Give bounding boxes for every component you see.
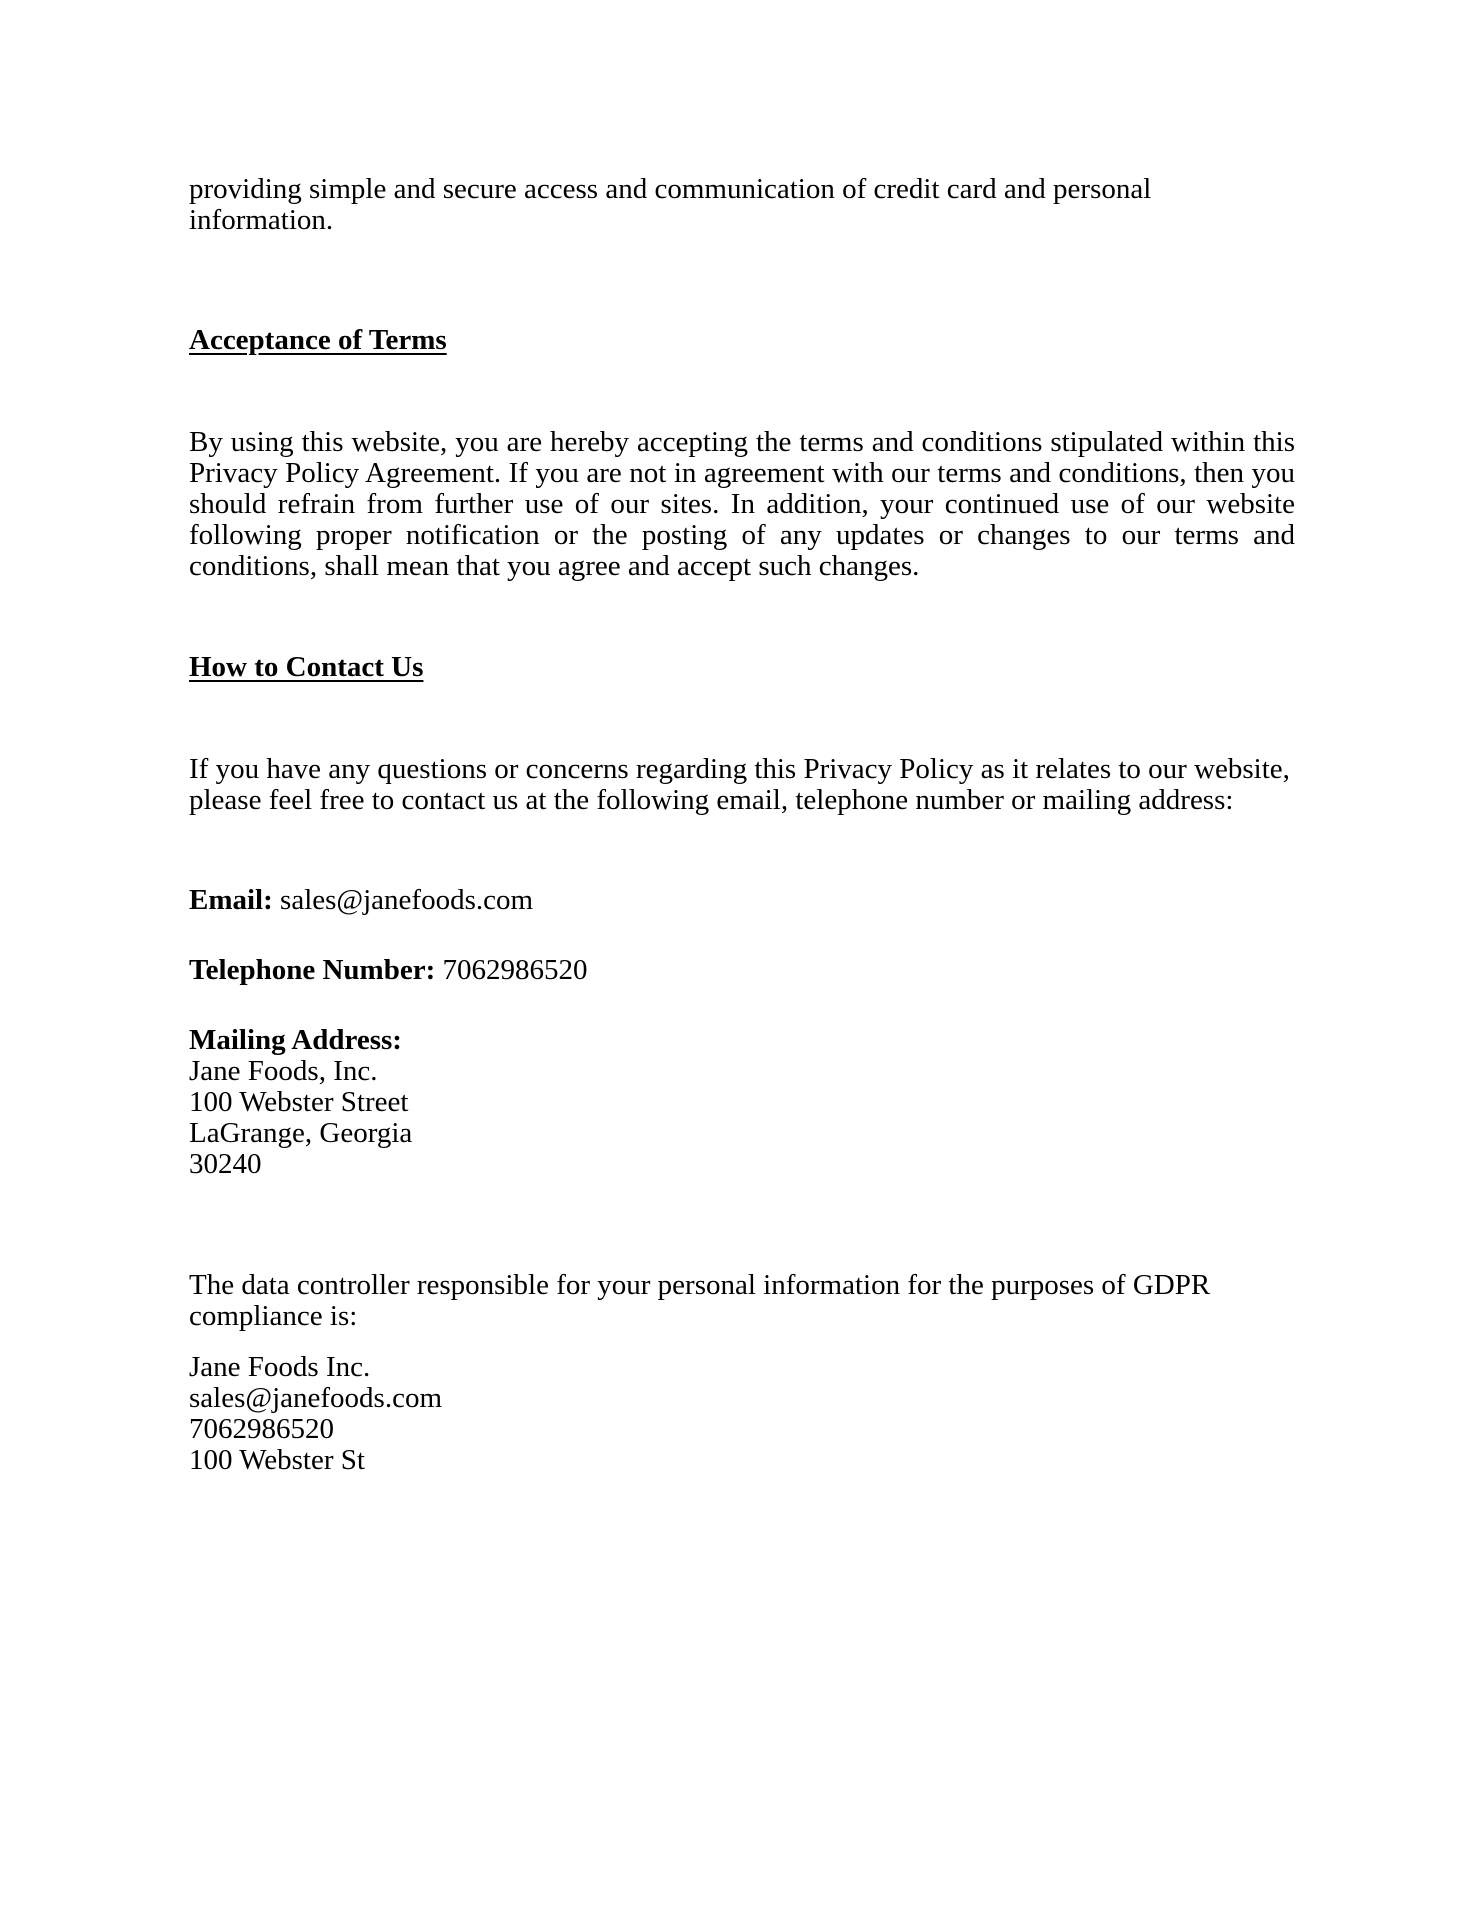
email-row (189, 885, 1295, 916)
phone-label: Telephone Number: (189, 954, 436, 986)
email-label: Email: (189, 884, 273, 916)
email-value: sales@janefoods.com (280, 884, 534, 916)
mailing-address (189, 1025, 1295, 1180)
controller-address: 100 Webster St (189, 1444, 365, 1476)
intro-line-2: information. (189, 204, 334, 236)
controller-paragraph (189, 1270, 1295, 1332)
contact-paragraph: If you have any questions or concerns regarding this Privacy Policy as it relates to our website, please feel free to contact us at the following email, telephone number or mailing address: (189, 753, 1290, 816)
intro-paragraph (189, 174, 1295, 236)
contact-heading-wrap (189, 652, 1295, 683)
intro-line-1: providing simple and secure access and communication of credit card and personal (189, 173, 1152, 205)
contact-heading: How to Contact Us (189, 651, 424, 683)
controller-email: sales@janefoods.com (189, 1382, 442, 1414)
controller-phone: 7062986520 (189, 1413, 334, 1445)
controller-intro-line-2: compliance is: (189, 1300, 358, 1332)
address-line-4: 30240 (189, 1148, 262, 1180)
controller-intro-line-1: The data controller responsible for your personal information for the purposes of GDPR (189, 1269, 1211, 1301)
acceptance-heading-wrap (189, 325, 1295, 356)
address-line-1: Jane Foods, Inc. (189, 1055, 378, 1087)
controller-name: Jane Foods Inc. (189, 1351, 371, 1383)
phone-value: 7062986520 (442, 954, 588, 986)
acceptance-paragraph: By using this website, you are hereby accepting the terms and conditions stipulated within this Privacy Policy Agreement. If you are not in agreement with our terms and conditions, then you should refrain from further use of our sites. In addition, your continued use of our website following proper notification or the posting of any updates or changes to our terms and conditions, shall mean that you agree and accept such changes. (189, 426, 1295, 582)
acceptance-heading: Acceptance of Terms (189, 324, 447, 356)
phone-row (189, 955, 1295, 986)
controller-details (189, 1352, 1295, 1476)
address-line-2: 100 Webster Street (189, 1086, 409, 1118)
address-label: Mailing Address: (189, 1024, 402, 1056)
address-line-3: LaGrange, Georgia (189, 1117, 413, 1149)
